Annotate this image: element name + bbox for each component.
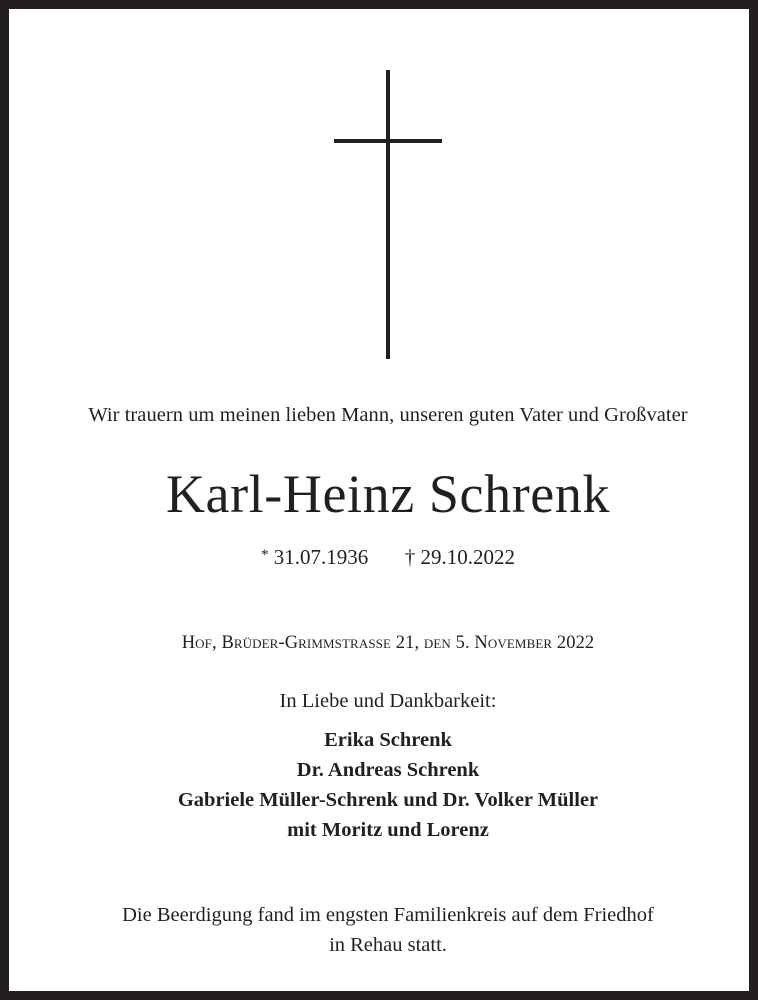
birth-star-icon: *	[261, 547, 269, 563]
intro-text: Wir trauern um meinen lieben Mann, unseren guten Vater und Großvater	[88, 404, 688, 426]
burial-note-line-2: in Rehau statt.	[329, 934, 447, 956]
mourner-name: mit Moritz und Lorenz	[287, 819, 489, 841]
burial-note-line-1: Die Beerdigung fand im engsten Familienkreis auf dem Friedhof	[122, 904, 654, 926]
closing-phrase: In Liebe und Dankbarkeit:	[279, 690, 497, 712]
mourner-name: Dr. Andreas Schrenk	[296, 759, 480, 781]
birth-date: 31.07.1936	[273, 545, 369, 569]
deceased-name: Karl-Heinz Schrenk	[165, 464, 611, 524]
cross-icon	[9, 9, 758, 369]
place-and-date: Hof, Brüder-Grimmstrasse 21, den 5. November 2022	[181, 633, 595, 653]
mourner-name: Erika Schrenk	[324, 729, 452, 751]
mourner-name: Gabriele Müller-Schrenk und Dr. Volker Müller	[177, 789, 599, 811]
death-date: 29.10.2022	[420, 545, 515, 569]
death-dagger-icon: †	[404, 545, 416, 569]
life-dates	[9, 545, 758, 570]
